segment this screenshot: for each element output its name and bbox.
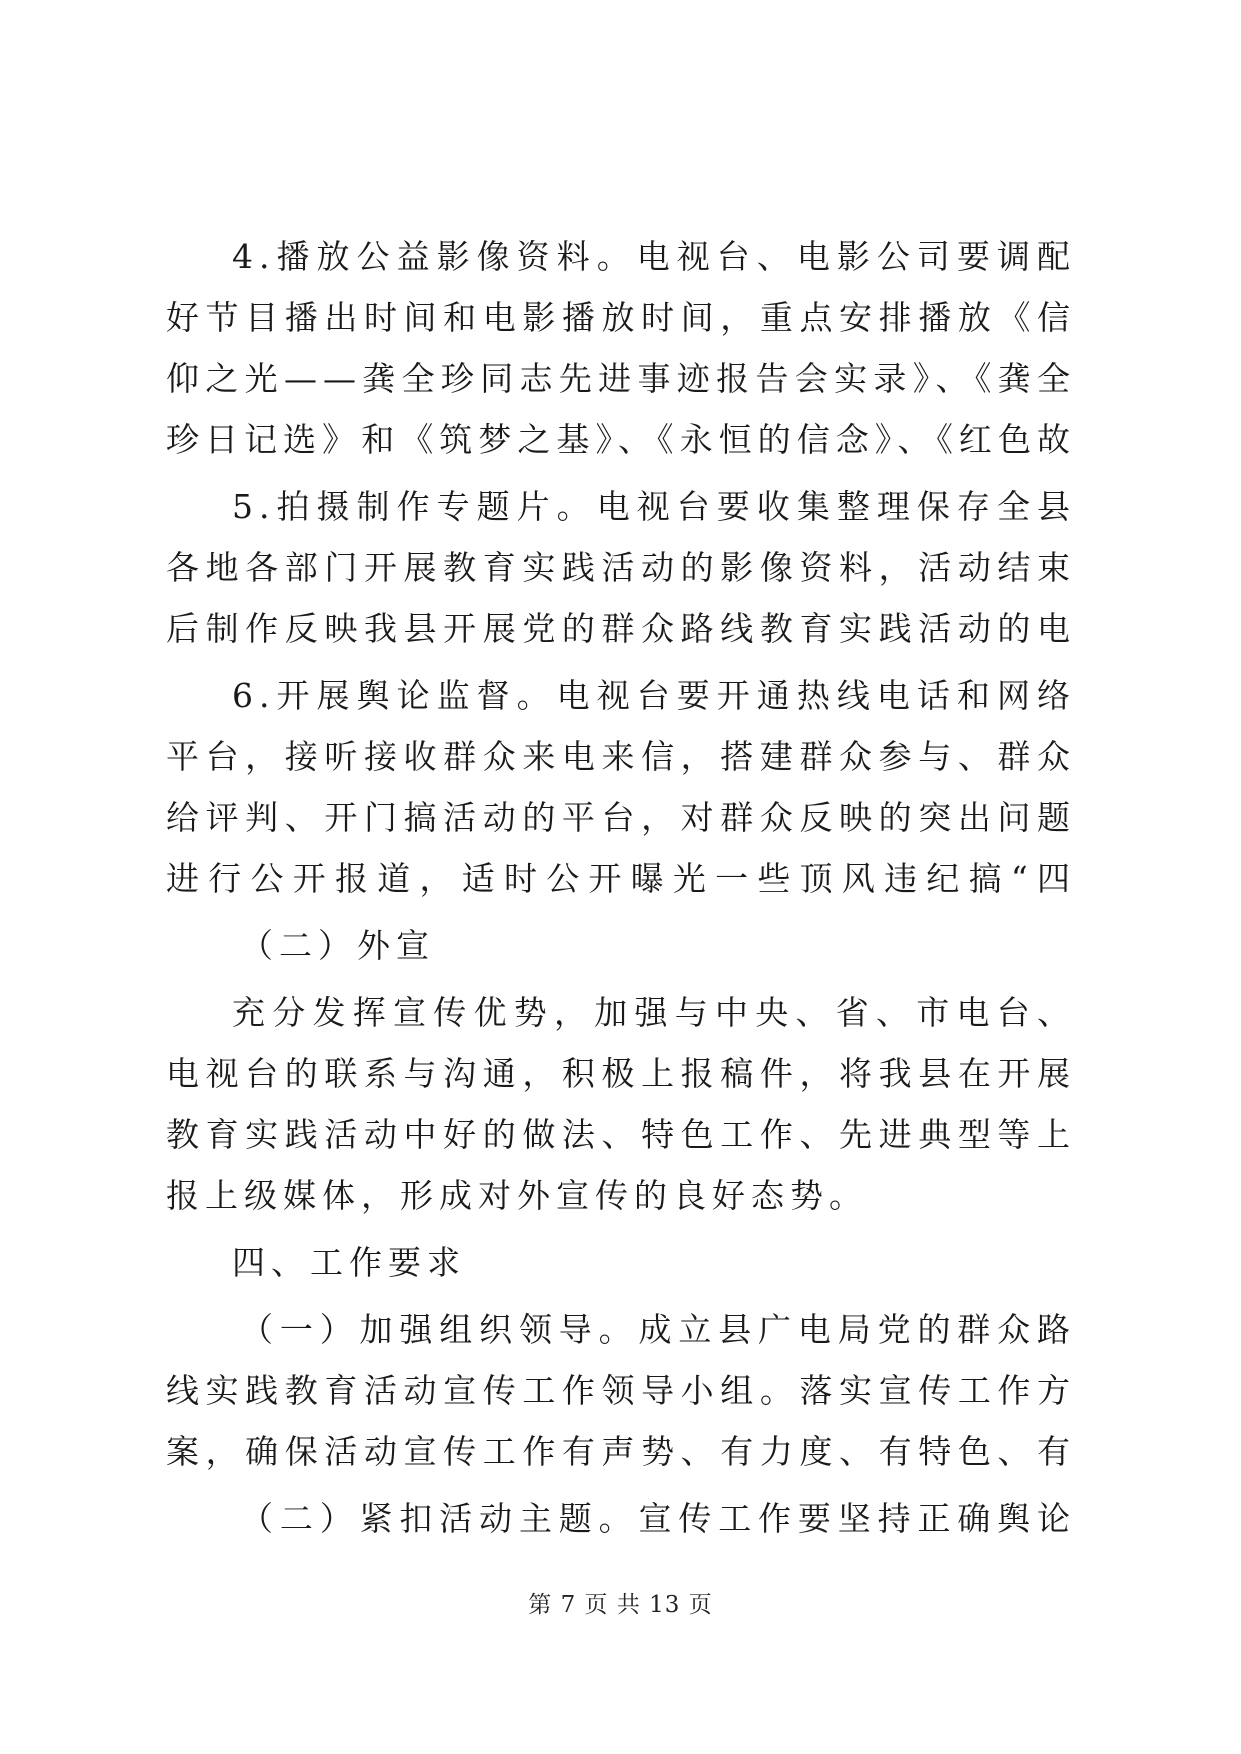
section-heading-external-publicity: （二）外宣 bbox=[240, 926, 435, 965]
paragraph-public-video: 4.播放公益影像资料。电视台、电影公司要调配好节目播出时间和电影播放时间，重点安排播放《信仰之光——龚全珍同志先进事迹报告会实录》、《龚全珍日记选》和《筑梦之基》、《永恒的信念》、《红色故 bbox=[166, 237, 1076, 459]
paragraph-documentary: 5.拍摄制作专题片。电视台要收集整理保存全县各地各部门开展教育实践活动的影像资料，活动结束后制作反映我县开展党的群众路线教育实践活动的电 bbox=[166, 487, 1076, 648]
paragraph-leadership: （一）加强组织领导。成立县广电局党的群众路线实践教育活动宣传工作领导小组。落实宣传工作方案，确保活动宣传工作有声势、有力度、有特色、有 bbox=[166, 1310, 1076, 1471]
page-number-footer: 第 7 页 共 13 页 bbox=[528, 1592, 713, 1618]
section-heading-work-requirements: 四、工作要求 bbox=[232, 1243, 466, 1282]
paragraph-external-publicity: 充分发挥宣传优势，加强与中央、省、市电台、电视台的联系与沟通，积极上报稿件，将我县在开展教育实践活动中好的做法、特色工作、先进典型等上报上级媒体，形成对外宣传的良好态势。 bbox=[166, 993, 1076, 1215]
paragraph-theme: （二）紧扣活动主题。宣传工作要坚持正确舆论 bbox=[240, 1499, 1076, 1538]
document-body bbox=[166, 226, 1076, 1549]
paragraph-media-supervision: 6.开展舆论监督。电视台要开通热线电话和网络平台，接听接收群众来电来信，搭建群众参与、群众给评判、开门搞活动的平台，对群众反映的突出问题进行公开报道，适时公开曝光一些顶风违纪搞“四 bbox=[166, 676, 1076, 898]
